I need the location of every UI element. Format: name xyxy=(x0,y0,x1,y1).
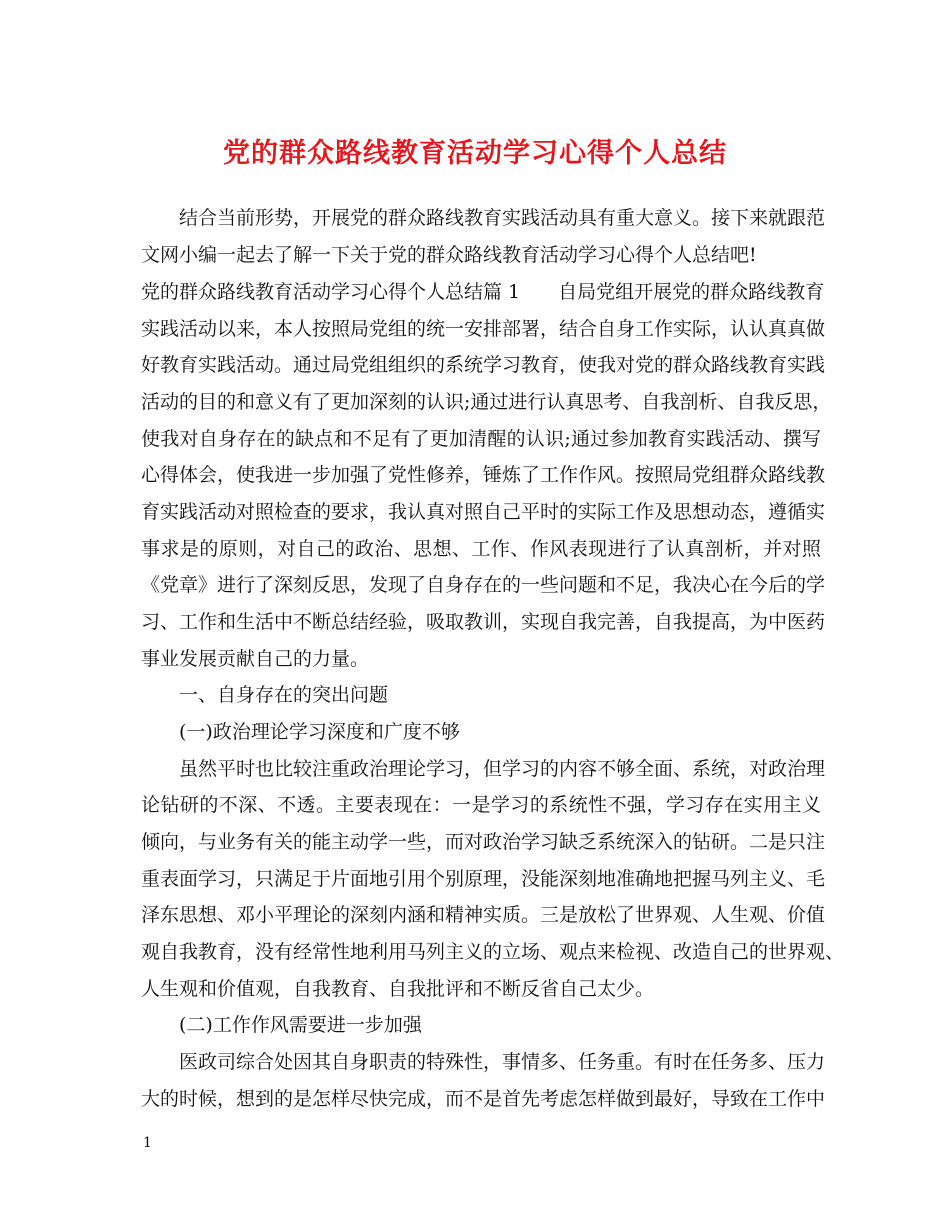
body-line: 习、工作和生活中不断总结经验，吸取教训，实现自我完善，自我提高，为中医药 xyxy=(141,611,826,633)
body-line: 《党章》进行了深刻反思，发现了自身存在的一些问题和不足，我决心在今后的学 xyxy=(141,574,826,596)
body-line: 倾向，与业务有关的能主动学一些，而对政治学习缺乏系统深入的钻研。二是只注 xyxy=(141,831,826,853)
body-line: 活动的目的和意义有了更加深刻的认识;通过进行认真思考、自我剖析、自我反思， xyxy=(141,391,832,413)
page-number: 1 xyxy=(143,1135,152,1151)
body-line: 论钻研的不深、不透。主要表现在：一是学习的系统性不强，学习存在实用主义 xyxy=(141,794,821,816)
body-line: 医政司综合处因其自身职责的特殊性，事情多、任务重。有时在任务多、压力 xyxy=(141,1051,826,1073)
body-line: 心得体会，使我进一步加强了党性修养，锤炼了工作作风。按照局党组群众路线教 xyxy=(141,464,826,486)
body-line: 育实践活动对照检查的要求，我认真对照自己平时的实际工作及思想动态，遵循实 xyxy=(141,501,826,523)
body-line: 使我对自身存在的缺点和不足有了更加清醒的认识;通过参加教育实践活动、撰写 xyxy=(141,428,821,450)
body-line: 事业发展贡献自己的力量。 xyxy=(141,648,370,670)
body-line: 党的群众路线教育活动学习心得个人总结篇 1 自局党组开展党的群众路线教育 xyxy=(141,281,825,303)
body-line: 结合当前形势，开展党的群众路线教育实践活动具有重大意义。接下来就跟范 xyxy=(141,207,826,229)
body-line: 实践活动以来，本人按照局党组的统一安排部署，结合自身工作实际，认认真真做 xyxy=(141,318,826,340)
body-line: 文网小编一起去了解一下关于党的群众路线教育活动学习心得个人总结吧! xyxy=(141,244,757,266)
subsection-heading: (二)工作作风需要进一步加强 xyxy=(141,1014,422,1036)
section-heading: 一、自身存在的突出问题 xyxy=(141,684,389,706)
subsection-heading: (一)政治理论学习深度和广度不够 xyxy=(141,721,460,743)
body-line: 观自我教育，没有经常性地利用马列主义的立场、观点来检视、改造自己的世界观、 xyxy=(141,941,845,963)
body-line: 虽然平时也比较注重政治理论学习，但学习的内容不够全面、系统，对政治理 xyxy=(141,758,826,780)
body-line: 重表面学习，只满足于片面地引用个别原理，没能深刻地准确地把握马列主义、毛 xyxy=(141,868,826,890)
body-line: 事求是的原则，对自己的政治、思想、工作、作风表现进行了认真剖析，并对照 xyxy=(141,538,821,560)
body-line: 大的时候，想到的是怎样尽快完成，而不是首先考虑怎样做到最好，导致在工作中 xyxy=(141,1088,826,1110)
body-line: 人生观和价值观，自我教育、自我批评和不断反省自己太少。 xyxy=(141,978,655,1000)
body-line: 泽东思想、邓小平理论的深刻内涵和精神实质。三是放松了世界观、人生观、价值 xyxy=(141,904,826,926)
body-line: 好教育实践活动。通过局党组组织的系统学习教育，使我对党的群众路线教育实践 xyxy=(141,354,826,376)
document-title: 党的群众路线教育活动学习心得个人总结 xyxy=(223,138,727,169)
